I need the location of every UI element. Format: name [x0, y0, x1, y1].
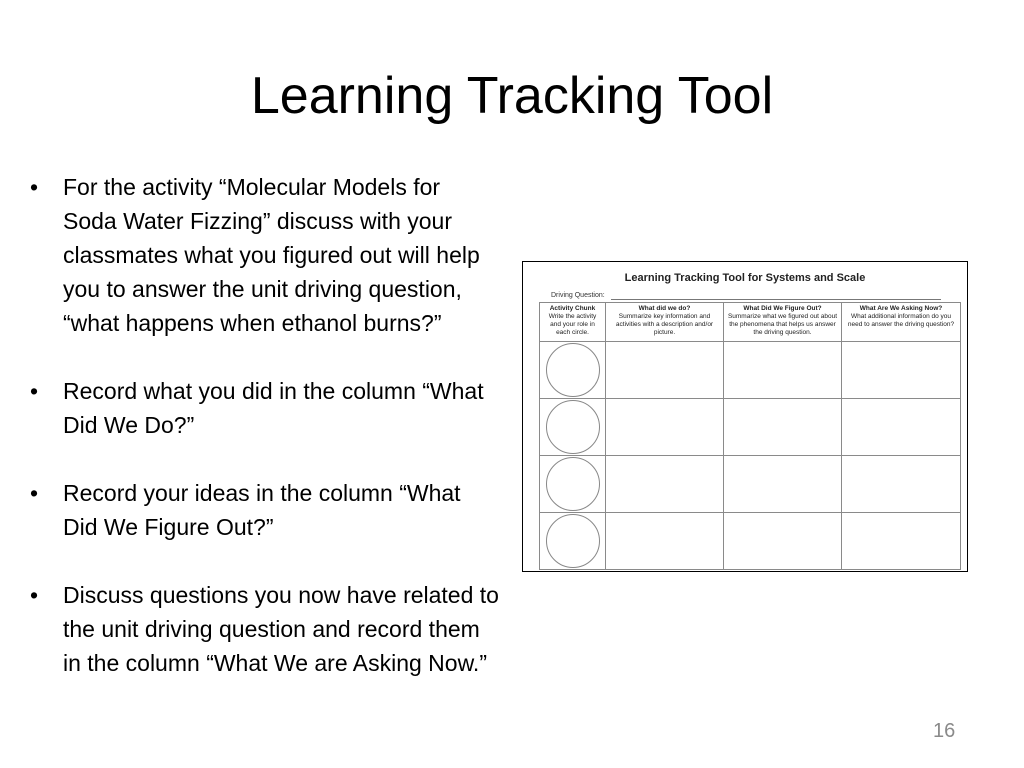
tracking-table: [539, 302, 961, 570]
driving-question-label: Driving Question:: [551, 292, 605, 299]
column-instruction: What additional information do you need to answer the driving question?: [847, 313, 955, 328]
table-cell: [606, 399, 724, 456]
table-row: [540, 342, 961, 399]
table-cell: [724, 399, 842, 456]
activity-circle: [546, 343, 600, 397]
table-cell: [842, 399, 961, 456]
bullet-marker: •: [30, 174, 39, 200]
bullet-text: For the activity “Molecular Models for Soda Water Fizzing” discuss with your classmates what you figured out will help you to answer the unit driving question, “what happens when ethanol burns?”: [63, 174, 480, 336]
bullet-marker: •: [30, 582, 39, 608]
column-instruction: Summarize what we figured out about the phenomena that helps us answer the driving question.: [727, 313, 838, 336]
bullet-item: [30, 170, 500, 340]
column-header: [606, 303, 724, 342]
table-cell: [724, 456, 842, 513]
bullet-text: Record what you did in the column “What Did We Do?”: [63, 378, 484, 438]
bullet-list: [30, 170, 500, 714]
table-cell: [842, 342, 961, 399]
driving-question-line: [611, 299, 941, 300]
column-header: [540, 303, 606, 342]
bullet-marker: •: [30, 480, 39, 506]
table-cell: [724, 342, 842, 399]
table-cell: [842, 513, 961, 570]
page-number: 16: [933, 720, 956, 742]
column-title: What Did We Figure Out?: [743, 305, 822, 312]
table-header-row: [540, 303, 961, 342]
table-cell: [606, 513, 724, 570]
column-header: [724, 303, 842, 342]
table-cell: [606, 456, 724, 513]
column-instruction: Write the activity and your role in each circle.: [548, 313, 597, 336]
column-instruction: Summarize key information and activities with a description and/or picture.: [615, 313, 714, 336]
table-cell: [842, 456, 961, 513]
activity-circle: [546, 400, 600, 454]
table-row: [540, 399, 961, 456]
tracking-tool-image: [522, 261, 968, 572]
column-title: Activity Chunk: [549, 305, 596, 312]
slide-title: Learning Tracking Tool: [250, 67, 774, 125]
activity-cell: [540, 456, 606, 513]
table-cell: [606, 342, 724, 399]
column-header: [842, 303, 961, 342]
bullet-item: [30, 476, 500, 544]
bullet-text: Discuss questions you now have related to the unit driving question and record them in the column “What We are Asking Now.”: [63, 582, 499, 676]
table-row: [540, 456, 961, 513]
activity-circle: [546, 514, 600, 568]
bullet-text: Record your ideas in the column “What Did We Figure Out?”: [63, 480, 461, 540]
bullet-item: [30, 374, 500, 442]
column-title: What did we do?: [638, 305, 691, 312]
bullet-marker: •: [30, 378, 39, 404]
table-row: [540, 513, 961, 570]
table-cell: [724, 513, 842, 570]
activity-cell: [540, 513, 606, 570]
bullet-item: [30, 578, 500, 680]
activity-cell: [540, 399, 606, 456]
activity-cell: [540, 342, 606, 399]
figure-title: Learning Tracking Tool for Systems and Scale: [624, 272, 866, 284]
column-title: What Are We Asking Now?: [859, 305, 943, 312]
activity-circle: [546, 457, 600, 511]
